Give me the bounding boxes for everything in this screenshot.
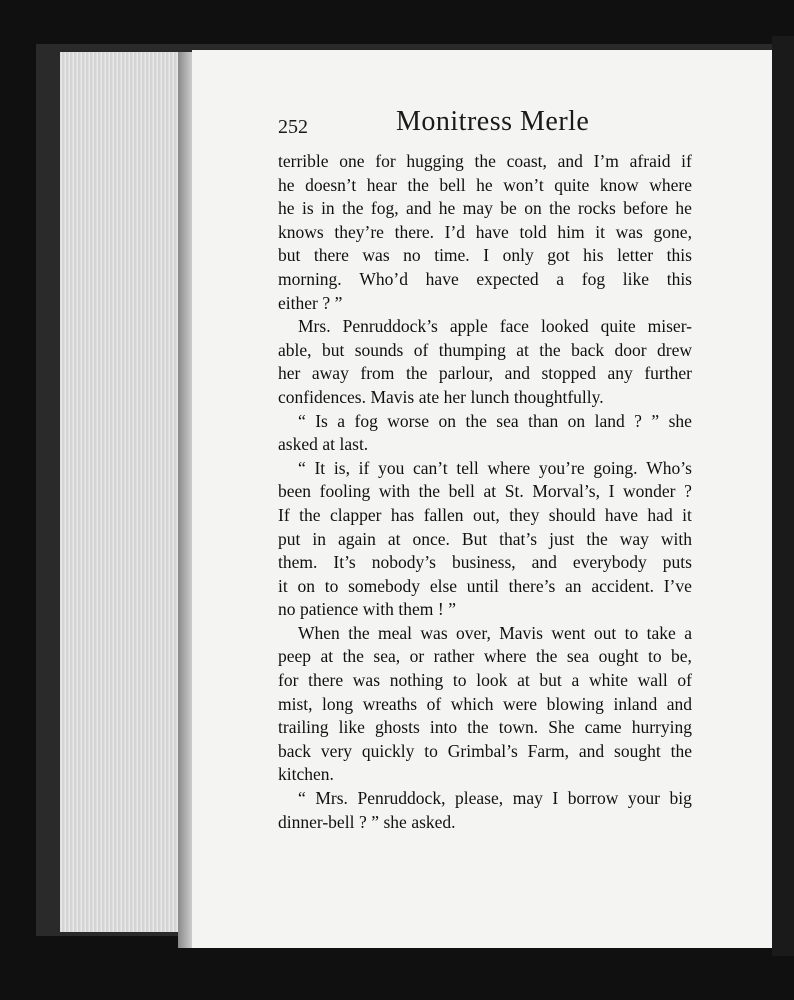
word: everybody	[572, 552, 647, 573]
text-line	[278, 268, 692, 292]
word: and	[578, 740, 605, 761]
word: only	[502, 245, 534, 266]
text-line	[278, 669, 692, 693]
text-line	[278, 598, 692, 622]
word: and	[531, 552, 557, 573]
word: won’t	[503, 174, 544, 195]
word: Mavis	[370, 386, 415, 407]
word: gone,	[653, 221, 692, 242]
word: Penruddock,	[357, 788, 446, 809]
word: But	[461, 528, 488, 549]
word: to	[624, 622, 639, 643]
word: Is	[315, 410, 328, 431]
word: I’m	[593, 151, 619, 171]
word: asked	[278, 434, 318, 455]
page-header	[278, 106, 688, 146]
word: inland	[613, 693, 658, 714]
word: worse	[387, 410, 430, 431]
word: I	[552, 788, 559, 809]
word: at	[483, 481, 497, 502]
text-line	[278, 740, 692, 764]
word: there	[313, 245, 349, 266]
word: to	[452, 670, 467, 691]
word: clapper	[329, 504, 382, 525]
word: this	[666, 245, 692, 266]
word: Grimbal’s	[447, 740, 518, 761]
word: out,	[472, 504, 500, 525]
word: the	[536, 646, 558, 667]
word: into	[429, 717, 458, 738]
word: they’re	[334, 221, 384, 242]
text-line	[278, 221, 692, 245]
word: got	[547, 245, 570, 266]
word: thumping	[438, 339, 506, 360]
word: the	[407, 174, 429, 195]
word: accident.	[591, 575, 654, 596]
word: and	[557, 151, 583, 171]
word: “	[298, 788, 306, 809]
word: ”	[334, 292, 343, 313]
text-line	[278, 150, 692, 174]
word: ate	[418, 386, 440, 407]
word: She	[548, 717, 575, 738]
word: like	[338, 717, 365, 738]
word: looked	[540, 316, 589, 337]
word: fog,	[370, 198, 399, 219]
word: been	[278, 481, 312, 502]
text-line	[278, 457, 692, 481]
word: St.	[504, 481, 524, 502]
word: the	[539, 339, 561, 360]
text-line	[278, 339, 692, 363]
word: away	[311, 363, 349, 384]
word: of	[413, 339, 429, 360]
word: should	[548, 504, 596, 525]
word: an	[565, 575, 582, 596]
word: white	[588, 670, 628, 691]
word: “	[298, 457, 306, 478]
word: !	[437, 599, 444, 620]
word: was	[352, 670, 381, 691]
word: or	[409, 646, 425, 667]
word: but	[539, 670, 562, 691]
word: drew	[657, 339, 692, 360]
word: a	[337, 410, 346, 431]
word: at	[516, 339, 529, 360]
word: please,	[455, 788, 504, 809]
word: very	[320, 740, 353, 761]
word: she	[383, 811, 407, 832]
word: fallen	[423, 504, 464, 525]
word: quickly	[361, 740, 415, 761]
word: face	[499, 316, 529, 337]
word: further	[644, 363, 692, 384]
word: it	[595, 221, 605, 242]
word: hurrying	[631, 717, 692, 738]
word: puts	[662, 552, 692, 573]
word: knows	[278, 221, 324, 242]
word: long	[322, 693, 354, 714]
word: either	[278, 292, 318, 313]
word: can’t	[413, 457, 448, 478]
word: doesn’t	[305, 174, 357, 195]
word: wonder	[623, 481, 676, 502]
word: patience	[300, 599, 359, 620]
word: this	[666, 268, 692, 289]
text-line	[278, 197, 692, 221]
word: you’re	[538, 457, 585, 478]
word: sought	[614, 740, 661, 761]
word: ?	[634, 410, 642, 431]
text-line	[278, 244, 692, 268]
word: hear	[366, 174, 397, 195]
word: no	[403, 245, 421, 266]
word: hugging	[406, 151, 464, 171]
text-line	[278, 480, 692, 504]
word: the	[670, 740, 692, 761]
word: again	[337, 528, 376, 549]
text-line	[278, 622, 692, 646]
word: before	[623, 198, 668, 219]
word: he	[438, 198, 456, 219]
word: to	[647, 646, 662, 667]
word: is,	[333, 457, 350, 478]
word: morning.	[278, 268, 342, 289]
word: blowing	[546, 693, 604, 714]
word: the	[586, 528, 608, 549]
word: if	[358, 457, 370, 478]
word: your	[627, 788, 660, 809]
word: apple	[449, 316, 488, 337]
text-line	[278, 315, 692, 339]
word: rather	[433, 646, 475, 667]
word: once.	[412, 528, 450, 549]
word: parlour,	[438, 363, 494, 384]
word: Mrs.	[315, 788, 348, 809]
word: a	[556, 268, 565, 289]
word: that’s	[499, 528, 538, 549]
word: with	[378, 481, 410, 502]
word: quite	[554, 174, 590, 195]
text-line	[278, 410, 692, 434]
word: ”	[371, 811, 379, 832]
word: at	[387, 528, 401, 549]
text-line	[278, 433, 692, 457]
book-page	[192, 50, 772, 948]
word: door	[614, 339, 647, 360]
facing-page-edge	[772, 36, 794, 956]
text-line	[278, 787, 692, 811]
word: time.	[434, 245, 470, 266]
word: asked.	[411, 811, 456, 832]
word: which	[450, 693, 494, 714]
word: is	[301, 198, 314, 219]
word: way	[619, 528, 649, 549]
word: thoughtfully.	[513, 386, 604, 407]
word: on	[438, 410, 457, 431]
word: to	[324, 575, 339, 596]
word: went	[551, 622, 586, 643]
word: If	[278, 504, 290, 525]
word: she	[668, 410, 692, 431]
text-line	[278, 362, 692, 386]
word: the	[348, 622, 370, 643]
word: be	[500, 198, 517, 219]
word: there	[308, 670, 344, 691]
word: with	[660, 528, 692, 549]
word: at	[322, 434, 335, 455]
word: like	[622, 268, 650, 289]
body-text	[278, 150, 692, 834]
word: the	[418, 481, 440, 502]
word: It	[314, 457, 326, 478]
word: sounds	[354, 339, 404, 360]
word: had	[647, 504, 673, 525]
word: he	[278, 198, 295, 219]
word: land	[594, 410, 625, 431]
word: afraid	[629, 151, 671, 171]
word: ought	[598, 646, 639, 667]
word: if	[681, 151, 692, 171]
word: came	[584, 717, 622, 738]
word: ”	[651, 410, 660, 431]
text-line	[278, 551, 692, 575]
word: her	[278, 363, 301, 384]
word: peep	[278, 646, 312, 667]
word: ?	[684, 481, 692, 502]
word: of	[426, 693, 442, 714]
word: his	[583, 245, 604, 266]
word: on	[567, 410, 586, 431]
word: and	[666, 693, 692, 714]
word: were	[503, 693, 538, 714]
word: at	[517, 670, 530, 691]
word: at	[320, 646, 334, 667]
word: he	[278, 174, 295, 195]
word: quite	[600, 316, 636, 337]
word: it	[682, 504, 692, 525]
word: in	[312, 528, 326, 549]
word: ?	[322, 292, 331, 313]
word: just	[549, 528, 575, 549]
word: there.	[394, 221, 434, 242]
text-line	[278, 693, 692, 717]
word: he	[675, 198, 692, 219]
word: for	[375, 151, 396, 171]
word: may	[512, 788, 543, 809]
text-line	[278, 174, 692, 198]
word: for	[278, 670, 299, 691]
word: out	[593, 622, 617, 643]
word: I’d	[444, 221, 466, 242]
word: dinner-bell	[278, 811, 355, 832]
word: it	[278, 575, 288, 596]
word: they	[509, 504, 540, 525]
text-line	[278, 528, 692, 552]
word: with	[362, 599, 394, 620]
word: back	[571, 339, 605, 360]
word: and	[504, 363, 530, 384]
word: else	[429, 575, 458, 596]
word: lunch	[470, 386, 510, 407]
word: It’s	[333, 552, 356, 573]
text-line	[278, 645, 692, 669]
word: nobody’s	[371, 552, 436, 573]
word: than	[528, 410, 559, 431]
word: has	[390, 504, 415, 525]
word: the	[342, 646, 364, 667]
word: miser-	[647, 316, 692, 337]
word: but	[278, 245, 301, 266]
word: a	[571, 670, 580, 691]
word: the	[467, 717, 489, 738]
word: on	[297, 575, 315, 596]
word: over,	[456, 622, 491, 643]
word: him	[557, 221, 585, 242]
text-line	[278, 292, 692, 316]
word: letter	[617, 245, 654, 266]
word: sea	[566, 646, 590, 667]
word: Morval’s,	[532, 481, 600, 502]
text-line	[278, 575, 692, 599]
word: confidences.	[278, 386, 366, 407]
word: somebody	[348, 575, 421, 596]
word: stopped	[541, 363, 596, 384]
word: Who’s	[646, 457, 692, 478]
word: going.	[593, 457, 638, 478]
word: the	[405, 363, 428, 384]
word: the	[474, 151, 496, 171]
word: Penruddock’s	[342, 316, 438, 337]
word: be,	[671, 646, 692, 667]
word: bell	[439, 174, 466, 195]
word: the	[342, 198, 364, 219]
text-line	[278, 386, 692, 410]
word: fooling	[319, 481, 371, 502]
word: rocks	[577, 198, 616, 219]
text-line	[278, 811, 692, 835]
word: have	[604, 504, 638, 525]
text-line	[278, 504, 692, 528]
word: Who’d	[359, 268, 408, 289]
word: business,	[451, 552, 516, 573]
word: was	[362, 245, 390, 266]
word: there’s	[508, 575, 556, 596]
word: where	[487, 457, 531, 478]
word: meal	[378, 622, 413, 643]
word: last.	[339, 434, 369, 455]
word: Mavis	[499, 622, 543, 643]
word: told	[519, 221, 547, 242]
text-line	[278, 763, 692, 787]
word: ”	[448, 599, 457, 620]
word: I’ve	[663, 575, 692, 596]
word: any	[607, 363, 633, 384]
word: where	[649, 174, 692, 195]
word: expected	[476, 268, 539, 289]
word: where	[483, 646, 527, 667]
word: of	[677, 670, 692, 691]
word: was	[615, 221, 643, 242]
page-edges	[60, 52, 194, 932]
word: kitchen.	[278, 764, 334, 785]
word: sea,	[373, 646, 401, 667]
word: borrow	[567, 788, 619, 809]
word: nothing	[389, 670, 444, 691]
word: may	[462, 198, 493, 219]
word: on	[524, 198, 542, 219]
word: Farm,	[527, 740, 569, 761]
word: to	[424, 740, 438, 761]
word: “	[298, 410, 306, 431]
word: and	[406, 198, 432, 219]
word: them.	[278, 552, 318, 573]
word: wall	[637, 670, 668, 691]
word: her	[443, 386, 466, 407]
word: in	[321, 198, 335, 219]
word: able,	[278, 339, 312, 360]
word: wreaths	[362, 693, 418, 714]
word: bell	[448, 481, 475, 502]
word: have	[475, 221, 509, 242]
word: until	[466, 575, 499, 596]
word: terrible	[278, 151, 329, 171]
word: have	[425, 268, 459, 289]
word: big	[669, 788, 692, 809]
word: put	[278, 528, 301, 549]
text-line	[278, 716, 692, 740]
word: tell	[456, 457, 479, 478]
word: coast,	[506, 151, 547, 171]
word: fog	[581, 268, 606, 289]
word: was	[420, 622, 448, 643]
word: ghosts	[375, 717, 420, 738]
running-title: Monitress Merle	[396, 106, 590, 137]
word: I	[483, 245, 490, 266]
word: Mrs.	[298, 316, 331, 337]
word: the	[299, 504, 321, 525]
word: back	[278, 740, 312, 761]
word: ?	[358, 811, 367, 832]
word: fog	[354, 410, 378, 431]
word: from	[360, 363, 395, 384]
page-number: 252	[278, 116, 308, 138]
word: take	[646, 622, 676, 643]
word: no	[278, 599, 296, 620]
word: town.	[498, 717, 539, 738]
word: look	[476, 670, 508, 691]
word: I	[608, 481, 615, 502]
word: you	[378, 457, 405, 478]
word: mist,	[278, 693, 313, 714]
word: When	[298, 622, 340, 643]
word: a	[684, 622, 692, 643]
word: one	[339, 151, 365, 171]
word: he	[476, 174, 493, 195]
word: know	[599, 174, 639, 195]
word: sea	[496, 410, 519, 431]
word: the	[549, 198, 571, 219]
word: the	[465, 410, 487, 431]
word: but	[321, 339, 345, 360]
word: them	[398, 599, 434, 620]
word: trailing	[278, 717, 329, 738]
